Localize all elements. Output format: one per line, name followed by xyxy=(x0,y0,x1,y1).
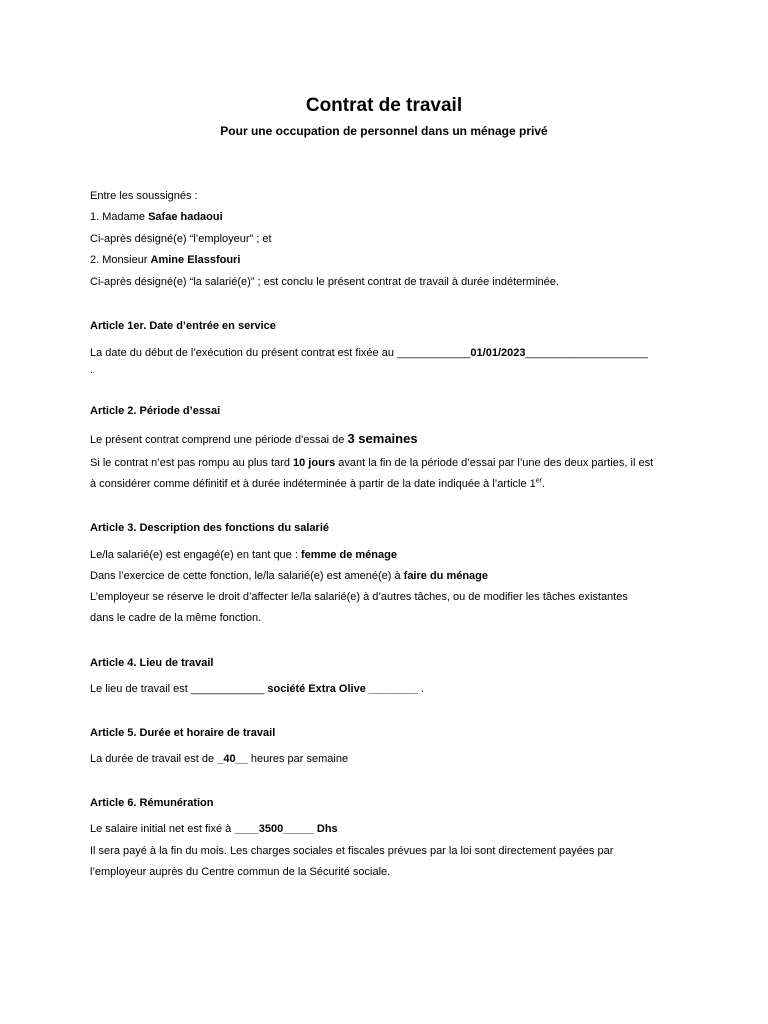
workplace: société Extra Olive ________ xyxy=(264,683,418,695)
article3-line4: dans le cadre de la même fonction. xyxy=(90,612,262,624)
party-employer: 1. Madame Safae hadaoui xyxy=(90,211,223,223)
article2-heading: Article 2. Période d’essai xyxy=(90,405,221,417)
article3-line2: Dans l’exercice de cette fonction, le/la salarié(e) est amené(e) à faire du ménage xyxy=(90,570,489,582)
article2-line3: à considérer comme définitif et à durée indéterminée à partir de la date indiquée à l’article 1er. xyxy=(90,477,546,490)
article5-text: La durée de travail est de _40__ heures par semaine xyxy=(90,753,349,765)
article4-heading: Article 4. Lieu de travail xyxy=(90,657,214,669)
employee-name: Amine Elassfouri xyxy=(150,254,241,266)
document-title: Contrat de travail xyxy=(305,95,463,116)
weekly-hours: _40__ xyxy=(217,753,248,765)
document-subtitle: Pour une occupation de personnel dans un ménage privé xyxy=(220,124,548,138)
article6-line2: Il sera payé à la fin du mois. Les charges sociales et fiscales prévues par la loi sont directement payées par xyxy=(90,845,614,857)
article2-line1: Le présent contrat comprend une période d’essai de 3 semaines xyxy=(90,431,418,446)
article6-heading: Article 6. Rémunération xyxy=(90,797,214,809)
article1-period: . xyxy=(90,364,94,376)
article3-heading: Article 3. Description des fonctions du salarié xyxy=(90,522,330,534)
job-duty: faire du ménage xyxy=(403,570,489,582)
article6-line3: l’employeur auprès du Centre commun de la Sécurité sociale. xyxy=(90,866,391,878)
notice-days: 10 jours xyxy=(293,457,336,469)
employee-designation: Ci-après désigné(e) “la salarié(e)” ; est conclu le présent contrat de travail à durée indéterminée. xyxy=(90,276,559,288)
article1-text: La date du début de l’exécution du présent contrat est fixée au ____________01/01/2023____________________ xyxy=(90,347,648,359)
article3-line3: L’employeur se réserve le droit d’affecter le/la salarié(e) à d’autres tâches, ou de modifier les tâches existantes xyxy=(90,591,628,603)
parties-intro: Entre les soussignés : xyxy=(90,190,198,202)
article4-text: Le lieu de travail est ____________ société Extra Olive ________ . xyxy=(90,683,424,695)
article6-line1: Le salaire initial net est fixé à ____3500_____ Dhs xyxy=(90,823,338,835)
party-employee: 2. Monsieur Amine Elassfouri xyxy=(90,254,241,266)
article2-line2: Si le contrat n’est pas rompu au plus tard 10 jours avant la fin de la période d’essai par l’une des deux parties, il est xyxy=(90,457,654,469)
employer-name: Safae hadaoui xyxy=(148,211,223,223)
start-date: 01/01/2023 xyxy=(470,347,526,359)
trial-period: 3 semaines xyxy=(347,431,418,446)
article5-heading: Article 5. Durée et horaire de travail xyxy=(90,727,276,739)
job-role: femme de ménage xyxy=(300,549,397,561)
employer-designation: Ci-après désigné(e) “l’employeur” ; et xyxy=(90,233,272,245)
salary-amount: ____3500_____ Dhs xyxy=(234,823,338,835)
article1-heading: Article 1er. Date d’entrée en service xyxy=(90,320,276,332)
article3-line1: Le/la salarié(e) est engagé(e) en tant que : femme de ménage xyxy=(90,549,397,561)
